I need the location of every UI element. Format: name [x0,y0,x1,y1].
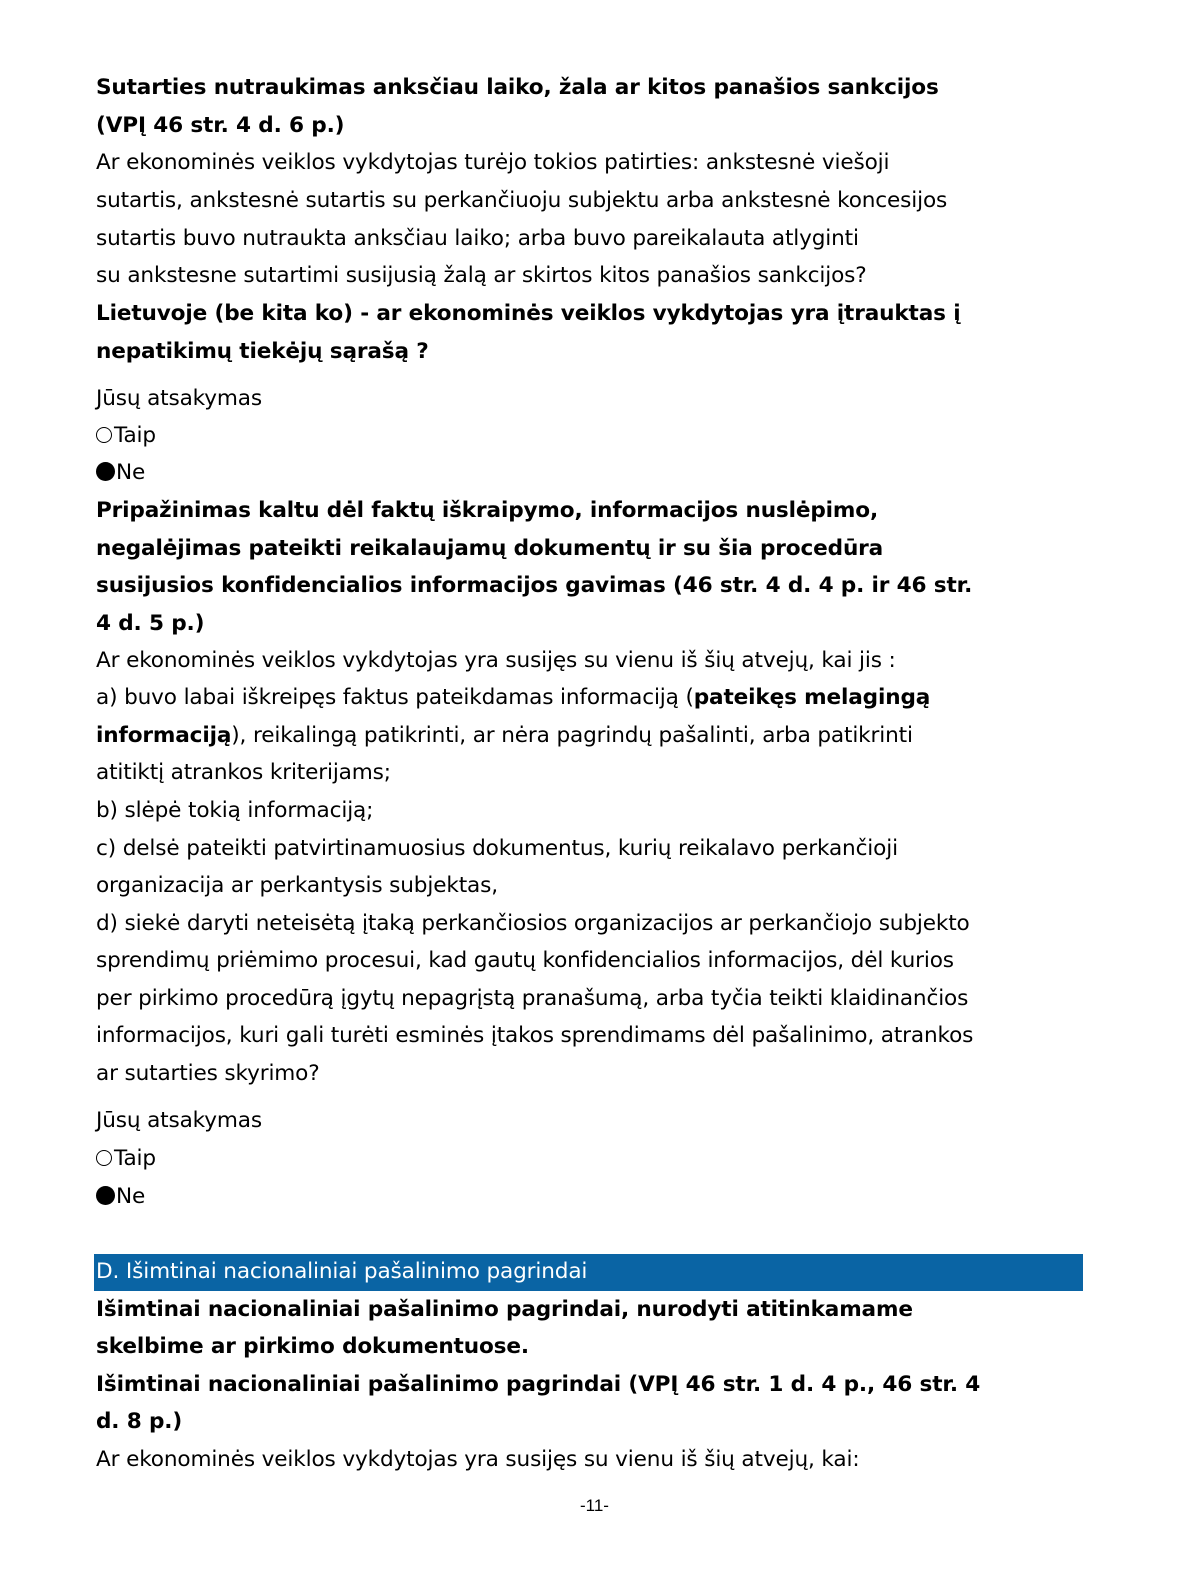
answer-label: Jūsų atsakymas [96,386,262,411]
section-subtitle-line: Išimtinai nacionaliniai pašalinimo pagrindai, nurodyti atitinkamame [96,1297,913,1322]
point-d-line: per pirkimo procedūrą įgytų nepagrįstą pranašumą, arba tyčia teikti klaidinančios [96,986,969,1011]
item-title-line: Sutarties nutraukimas anksčiau laiko, žala ar kitos panašios sankcijos [96,75,939,100]
point-b: b) slėpė tokią informaciją; [96,798,374,823]
item-title-line: Išimtinai nacionaliniai pašalinimo pagrindai (VPĮ 46 str. 1 d. 4 p., 46 str. 4 [96,1372,981,1397]
radio-option-label: Taip [114,423,156,448]
radio-unselected-icon[interactable] [96,1150,112,1166]
item-title-line: Pripažinimas kaltu dėl faktų iškraipymo, informacijos nuslėpimo, [96,498,879,523]
radio-option-label: Ne [116,1184,146,1209]
radio-option-label: Ne [116,460,146,485]
radio-option-no[interactable] [96,1182,145,1212]
body-text-line: su ankstesne sutartimi susijusią žalą ar skirtos kitos panašios sankcijos? [96,263,867,288]
point-d-line: informacijos, kuri gali turėti esminės įtakos sprendimams dėl pašalinimo, atrankos [96,1023,974,1048]
body-text-line: sutartis buvo nutraukta anksčiau laiko; arba buvo pareikalauta atlyginti [96,226,859,251]
point-c-line: organizacija ar perkantysis subjektas, [96,873,498,898]
point-a-line: atitiktį atrankos kriterijams; [96,760,391,785]
item-title-line: d. 8 p.) [96,1409,183,1434]
body-text-line: sutartis, ankstesnė sutartis su perkančiuoju subjektu arba ankstesnė koncesijos [96,188,948,213]
page-number: -11- [580,1496,609,1515]
point-c-line: c) delsė pateikti patvirtinamuosius dokumentus, kurių reikalavo perkančioji [96,836,898,861]
note-line: nepatikimų tiekėjų sąrašą ? [96,339,429,364]
section-subtitle-line: skelbime ar pirkimo dokumentuose. [96,1334,529,1359]
section-header-title: D. Išimtinai nacionaliniai pašalinimo pagrindai [96,1259,588,1284]
body-text-line: Ar ekonominės veiklos vykdytojas turėjo tokios patirties: ankstesnė viešoji [96,150,890,175]
item-title-line: (VPĮ 46 str. 4 d. 6 p.) [96,113,345,138]
point-a-text: a) buvo labai iškreipęs faktus pateikdamas informaciją ( [96,685,694,710]
point-d-line: sprendimų priėmimo procesui, kad gautų konfidencialios informacijos, dėl kurios [96,948,954,973]
point-a-emphasis: informaciją [96,723,232,748]
item-title-line: susijusios konfidencialios informacijos gavimas (46 str. 4 d. 4 p. ir 46 str. [96,573,973,598]
point-d-line: ar sutarties skyrimo? [96,1061,320,1086]
radio-option-yes[interactable] [96,421,156,451]
radio-selected-icon[interactable] [96,1186,115,1205]
item-title-line: negalėjimas pateikti reikalaujamų dokumentų ir su šia procedūra [96,536,884,561]
intro-text: Ar ekonominės veiklos vykdytojas yra susijęs su vienu iš šių atvejų, kai: [96,1447,860,1472]
note-line: Lietuvoje (be kita ko) - ar ekonominės veiklos vykdytojas yra įtrauktas į [96,301,961,326]
radio-unselected-icon[interactable] [96,427,112,443]
point-a-emphasis: pateikęs melagingą [693,685,931,710]
radio-option-no[interactable] [96,458,145,488]
intro-text: Ar ekonominės veiklos vykdytojas yra susijęs su vienu iš šių atvejų, kai jis : [96,648,896,673]
radio-option-label: Taip [114,1146,156,1171]
item-title-line: 4 d. 5 p.) [96,611,205,636]
point-d-line: d) siekė daryti neteisėtą įtaką perkančiosios organizacijos ar perkančiojo subjekto [96,911,970,936]
answer-label: Jūsų atsakymas [96,1108,262,1133]
radio-selected-icon[interactable] [96,462,115,481]
point-a-text: ), reikalingą patikrinti, ar nėra pagrindų pašalinti, arba patikrinti [231,723,913,748]
point-a-line [96,721,913,751]
radio-option-yes[interactable] [96,1144,156,1174]
point-a-line [96,683,930,713]
